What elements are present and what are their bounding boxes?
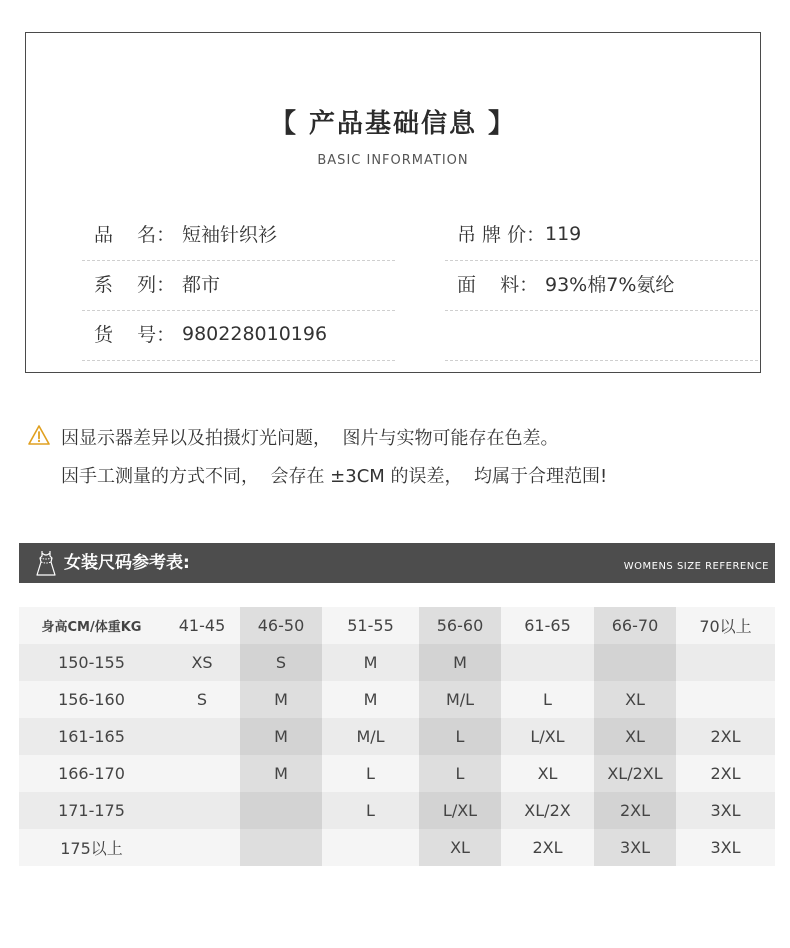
size-chart-header <box>19 543 775 583</box>
size-table-row <box>19 644 775 681</box>
size-table-cell: L/XL <box>419 792 501 829</box>
notice-line-2 <box>28 456 768 494</box>
size-table-row <box>19 755 775 792</box>
size-table-cell: S <box>240 644 322 681</box>
size-table-cell <box>501 644 594 681</box>
size-table-cell: M <box>419 644 501 681</box>
info-column-right <box>445 211 758 361</box>
size-table-row <box>19 681 775 718</box>
info-row-series <box>82 261 395 311</box>
size-table-header-cell: 70以上 <box>676 607 775 644</box>
size-table-cell <box>676 644 775 681</box>
size-table-cell: 2XL <box>676 755 775 792</box>
notice-text: 因显示器差异以及拍摄灯光问题， 图片与实物可能存在色差。 <box>61 428 559 449</box>
info-value: 短袖针织衫 <box>182 224 278 246</box>
product-info-box <box>25 32 761 373</box>
size-table-cell: L <box>322 755 419 792</box>
size-table-cell <box>322 829 419 866</box>
size-table-cell: L <box>419 718 501 755</box>
size-table-cell <box>240 792 322 829</box>
size-table-height-cell: 156-160 <box>19 681 164 718</box>
size-table-row <box>19 792 775 829</box>
size-table-cell: XL <box>501 755 594 792</box>
size-table-cell: XL <box>594 718 676 755</box>
size-table-header-cell: 56-60 <box>419 607 501 644</box>
size-chart-title: 女装尺码参考表: <box>64 553 190 573</box>
info-row-empty <box>445 311 758 361</box>
info-column-left <box>82 211 395 361</box>
size-table-header-cell: 41-45 <box>164 607 240 644</box>
size-table-cell: XS <box>164 644 240 681</box>
size-table-cell: XL/2XL <box>594 755 676 792</box>
size-table-cell: 2XL <box>501 829 594 866</box>
size-table-header-cell: 66-70 <box>594 607 676 644</box>
size-table-cell: L <box>501 681 594 718</box>
size-table-cell: 3XL <box>676 792 775 829</box>
size-table-cell: M/L <box>419 681 501 718</box>
size-chart-table <box>19 607 775 866</box>
info-value: 119 <box>545 222 582 245</box>
size-table-cell: 3XL <box>594 829 676 866</box>
size-table-header-cell: 46-50 <box>240 607 322 644</box>
info-label: 系 列： <box>94 274 176 296</box>
size-table-cell: L <box>419 755 501 792</box>
notice-text: 因手工测量的方式不同， 会存在 ±3CM 的误差， 均属于合理范围! <box>61 466 608 487</box>
size-table-cell <box>676 681 775 718</box>
product-info-subtitle: BASIC INFORMATION <box>317 153 469 168</box>
size-chart-subtitle: WOMENS SIZE REFERENCE <box>623 561 769 572</box>
size-table-header-row <box>19 607 775 644</box>
size-table-cell <box>594 644 676 681</box>
info-row-fabric <box>445 261 758 311</box>
size-table-cell: M <box>240 718 322 755</box>
size-table-header-cell: 身高CM/体重KG <box>19 607 164 644</box>
size-table-cell <box>164 718 240 755</box>
info-value: 93%棉7%氨纶 <box>545 274 675 296</box>
size-table-cell: 3XL <box>676 829 775 866</box>
size-table-cell: M <box>240 755 322 792</box>
size-table-cell <box>164 792 240 829</box>
info-value: 都市 <box>182 274 221 296</box>
info-label: 吊 牌 价： <box>457 224 546 246</box>
info-label: 面 料： <box>457 274 539 296</box>
size-table-row <box>19 718 775 755</box>
size-table-height-cell: 161-165 <box>19 718 164 755</box>
size-table-cell: S <box>164 681 240 718</box>
size-table-header-cell: 61-65 <box>501 607 594 644</box>
size-table-cell <box>240 829 322 866</box>
size-table-cell <box>164 829 240 866</box>
product-info-title: 【 产品基础信息 】 <box>269 109 517 139</box>
size-table-cell: XL/2X <box>501 792 594 829</box>
size-table-cell: XL <box>419 829 501 866</box>
info-label: 品 名： <box>94 224 176 246</box>
notice-line-1 <box>28 418 768 456</box>
size-table-row <box>19 829 775 866</box>
info-row-name <box>82 211 395 261</box>
size-table-cell: M <box>322 681 419 718</box>
info-row-sku <box>82 311 395 361</box>
size-table-height-cell: 166-170 <box>19 755 164 792</box>
size-table-header-cell: 51-55 <box>322 607 419 644</box>
warning-icon <box>28 424 50 446</box>
size-table-height-cell: 171-175 <box>19 792 164 829</box>
size-table-cell: M <box>240 681 322 718</box>
size-table-cell: L <box>322 792 419 829</box>
info-label: 货 号： <box>94 324 176 346</box>
size-table-cell: M/L <box>322 718 419 755</box>
size-table-cell: 2XL <box>594 792 676 829</box>
size-table-cell: 2XL <box>676 718 775 755</box>
color-difference-notice <box>28 418 768 494</box>
size-table-cell <box>164 755 240 792</box>
size-table-cell: XL <box>594 681 676 718</box>
info-row-price <box>445 211 758 261</box>
size-table-cell: M <box>322 644 419 681</box>
size-table-cell: L/XL <box>501 718 594 755</box>
dress-icon <box>33 549 59 577</box>
info-value: 980228010196 <box>182 322 328 345</box>
size-table-height-cell: 150-155 <box>19 644 164 681</box>
size-table-height-cell: 175以上 <box>19 829 164 866</box>
